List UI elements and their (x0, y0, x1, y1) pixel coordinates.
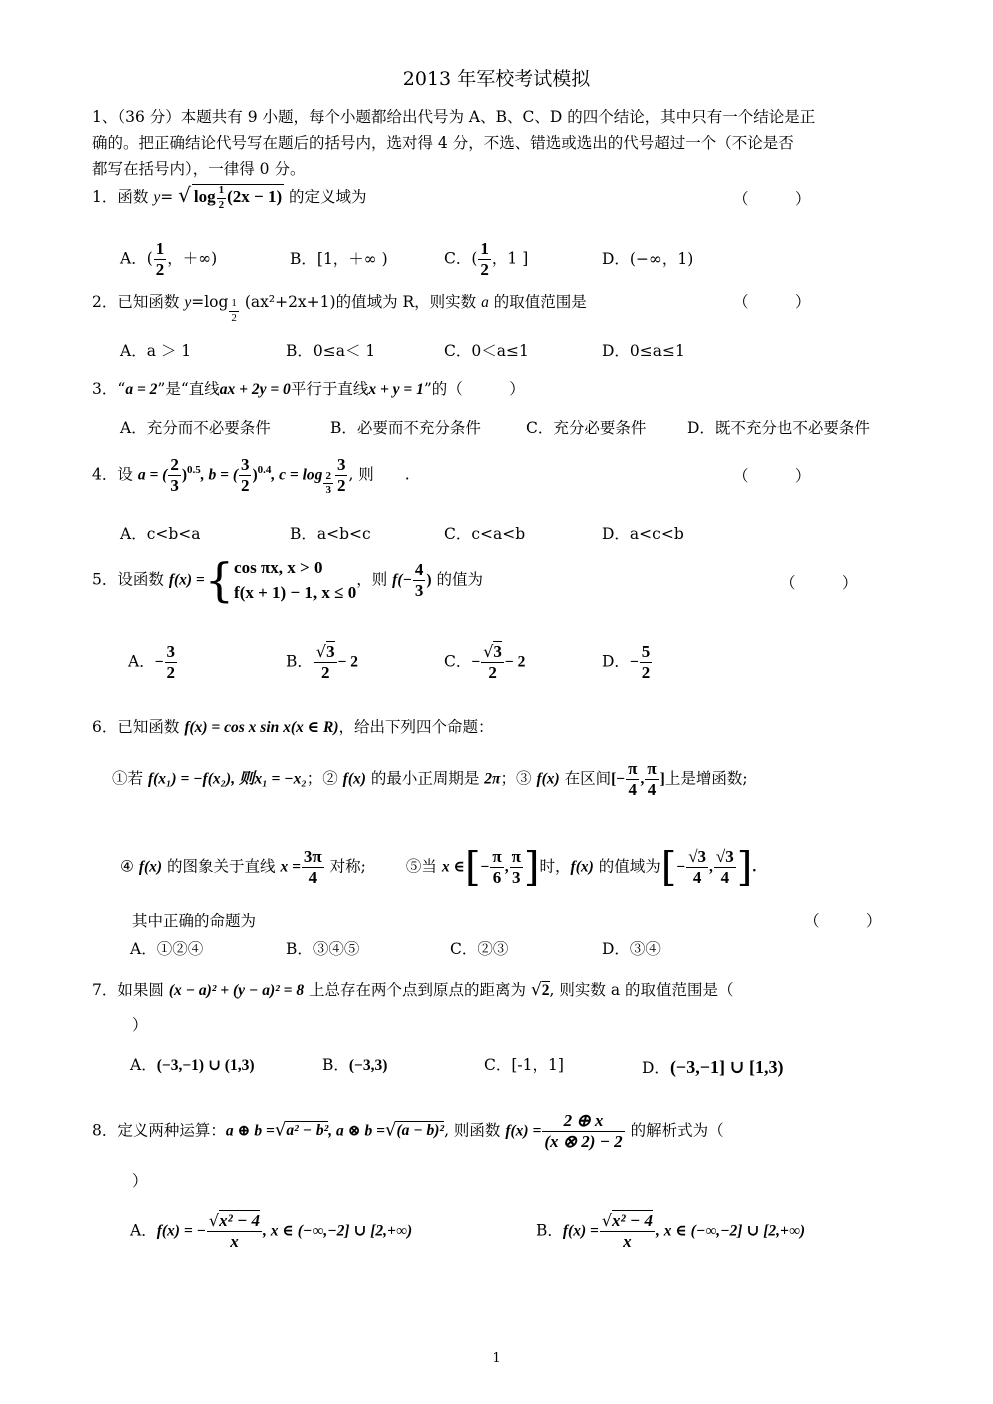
answer-blank-q2[interactable]: （ ） (733, 293, 811, 311)
q6-propositions-1-3: ①若 f(x₁) = −f(x₂), 则x₁ = −x₂；② f(x) 的最小正周期是 2π；③ f(x) 在区间[− $\frac{\pi}{4}$ , $\frac{\pi}{4}$ ]上是增函数; (112, 759, 748, 799)
q7-option-b[interactable]: B．(−3,3) (322, 1056, 388, 1074)
q5-option-a[interactable]: A．− $\frac{3}{2}$ (128, 642, 176, 682)
question-2: 2．已知函数 y=log $\frac{1}{2}$ (ax²+2x+1)的值域为 R，则实数 a 的取值范围是 (92, 293, 587, 324)
q3-option-c[interactable]: C．充分必要条件 (526, 419, 647, 437)
question-number: 5． (92, 570, 118, 589)
q5-option-c[interactable]: C．− $\frac{√3}{2}$ − 2 (444, 642, 526, 682)
q7-option-a[interactable]: A．(−3,−1) ∪ (1,3) (130, 1056, 255, 1074)
q8-close-paren: ） (132, 1172, 148, 1190)
answer-blank-q4[interactable]: （ ） (733, 467, 811, 485)
q2-option-d[interactable]: D．0≤a≤1 (602, 342, 685, 360)
q1-option-d[interactable]: D．(−∞，1) (602, 250, 694, 268)
instructions-line-3: 都写在括号内），一律得 0 分。 (92, 160, 306, 178)
piecewise-cases: cos πx, x > 0 f(x + 1) − 1, x ≤ 0 (234, 558, 357, 602)
q7-option-c[interactable]: C．[-1，1] (484, 1056, 564, 1074)
q6-option-a[interactable]: A．①②④ (130, 940, 204, 958)
page-title: 2013 年军校考试模拟 (402, 68, 591, 90)
answer-blank-q6[interactable]: （ ） (804, 912, 882, 930)
q4-option-b[interactable]: B．a<b<c (290, 525, 371, 543)
q6-propositions-4-5: ④ f(x) 的图象关于直线 x = $\frac{3\pi}{4}$ 对称; ⑤当 x ∈[− $\frac{\pi}{6}$ , $\frac{\pi}{3}$ ]时，f(x) 的值域为[− $\frac{√3}{4}$ , $\frac{√3}{4}$ ]. (120, 844, 757, 891)
q2-option-b[interactable]: B．0≤a＜ 1 (286, 342, 376, 360)
q6-correct-label: 其中正确的命题为 (132, 912, 257, 930)
q2-option-c[interactable]: C．0＜a≤1 (444, 342, 529, 360)
question-4: 4．设 a = ( $\frac{2}{3}$ )$^{0.5}$, b = ( $\frac{3}{2}$ )$^{0.4}$, c = log $\frac{2}{3}$ $\frac{3}{2}$ , 则 . (92, 455, 410, 497)
question-number: 1． (92, 187, 118, 206)
q1-option-c[interactable]: C．( $\frac{1}{2}$ ，1 ] (444, 239, 529, 279)
question-6: 6．已知函数 f(x) = cos x sin x(x ∈ R)，给出下列四个命题： (92, 718, 494, 736)
question-8: 8．定义两种运算：a ⊕ b =√a² − b², a ⊗ b =√(a − b)², 则函数 f(x) = $\frac{2 \oplus x}{(x \otimes 2) - 2}$ 的解析式为（ (92, 1111, 724, 1151)
question-number: 3． (92, 380, 118, 398)
q3-option-d[interactable]: D．既不充分也不必要条件 (687, 419, 870, 437)
question-number: 7． (92, 981, 118, 999)
q1-option-b[interactable]: B．[1，＋∞ ) (290, 250, 388, 268)
q3-option-a[interactable]: A．充分而不必要条件 (120, 419, 271, 437)
q5-option-d[interactable]: D．− $\frac{5}{2}$ (602, 642, 651, 682)
q4-option-c[interactable]: C．c<a<b (444, 525, 526, 543)
answer-blank-q1[interactable]: （ ） (733, 190, 811, 208)
sqrt-radicand: log $\frac{1}{2}$ (2x − 1) (193, 184, 283, 211)
q3-option-b[interactable]: B．必要而不充分条件 (330, 419, 481, 437)
question-7: 7．如果圆 (x − a)² + (y − a)² = 8 上总存在两个点到原点的距离为 √2, 则实数 a 的取值范围是（ (92, 980, 734, 1000)
q6-option-c[interactable]: C．②③ (450, 940, 509, 958)
q8-option-a[interactable]: A．f(x) = − $\frac{\text{√x² − 4}}{x}$ , x ∈ (−∞,−2] ∪ [2,+∞) (130, 1211, 413, 1251)
answer-blank-q5[interactable]: （ ） (780, 574, 858, 592)
q5-option-b[interactable]: B． $\frac{√3}{2}$ − 2 (286, 642, 359, 682)
question-3: 3．“a = 2”是“直线ax + 2y = 0平行于直线x + y = 1”的（ ） (92, 380, 525, 398)
question-number: 2． (92, 293, 118, 311)
instructions-line-1: 1、（36 分）本题共有 9 小题，每个小题都给出代号为 A、B、C、D 的四个结论，其中只有一个结论是正 (92, 108, 816, 126)
q4-option-a[interactable]: A．c<b<a (120, 525, 201, 543)
q6-option-d[interactable]: D．③④ (602, 940, 661, 958)
q7-option-d[interactable]: D．(−3,−1] ∪ [1,3) (642, 1057, 784, 1077)
q1-option-a[interactable]: A．( $\frac{1}{2}$ ，＋∞) (120, 239, 218, 279)
question-5: 5．设函数 f(x) ={ cos πx, x > 0 f(x + 1) − 1, x ≤ 0 ，则 f(− $\frac{4}{3}$ ) 的值为 (92, 553, 483, 608)
q4-option-d[interactable]: D．a<c<b (602, 525, 684, 543)
q6-option-b[interactable]: B．③④⑤ (286, 940, 360, 958)
question-number: 4． (92, 465, 118, 484)
instructions-line-2: 确的。把正确结论代号写在题后的括号内，选对得 4 分，不选、错选或选出的代号超过一个（不论是否 (92, 134, 794, 152)
q8-option-b[interactable]: B．f(x) = $\frac{\text{√x² − 4}}{x}$ , x ∈ (−∞,−2] ∪ [2,+∞) (536, 1211, 806, 1251)
question-number: 8． (92, 1121, 118, 1140)
q2-option-a[interactable]: A．a ＞ 1 (120, 342, 192, 360)
question-1: 1．函数 y= √ log $\frac{1}{2}$ (2x − 1) 的定义域为 (92, 182, 367, 211)
question-number: 6． (92, 718, 118, 736)
page-number: 1 (492, 1351, 501, 1366)
q7-close-paren: ） (132, 1016, 148, 1034)
